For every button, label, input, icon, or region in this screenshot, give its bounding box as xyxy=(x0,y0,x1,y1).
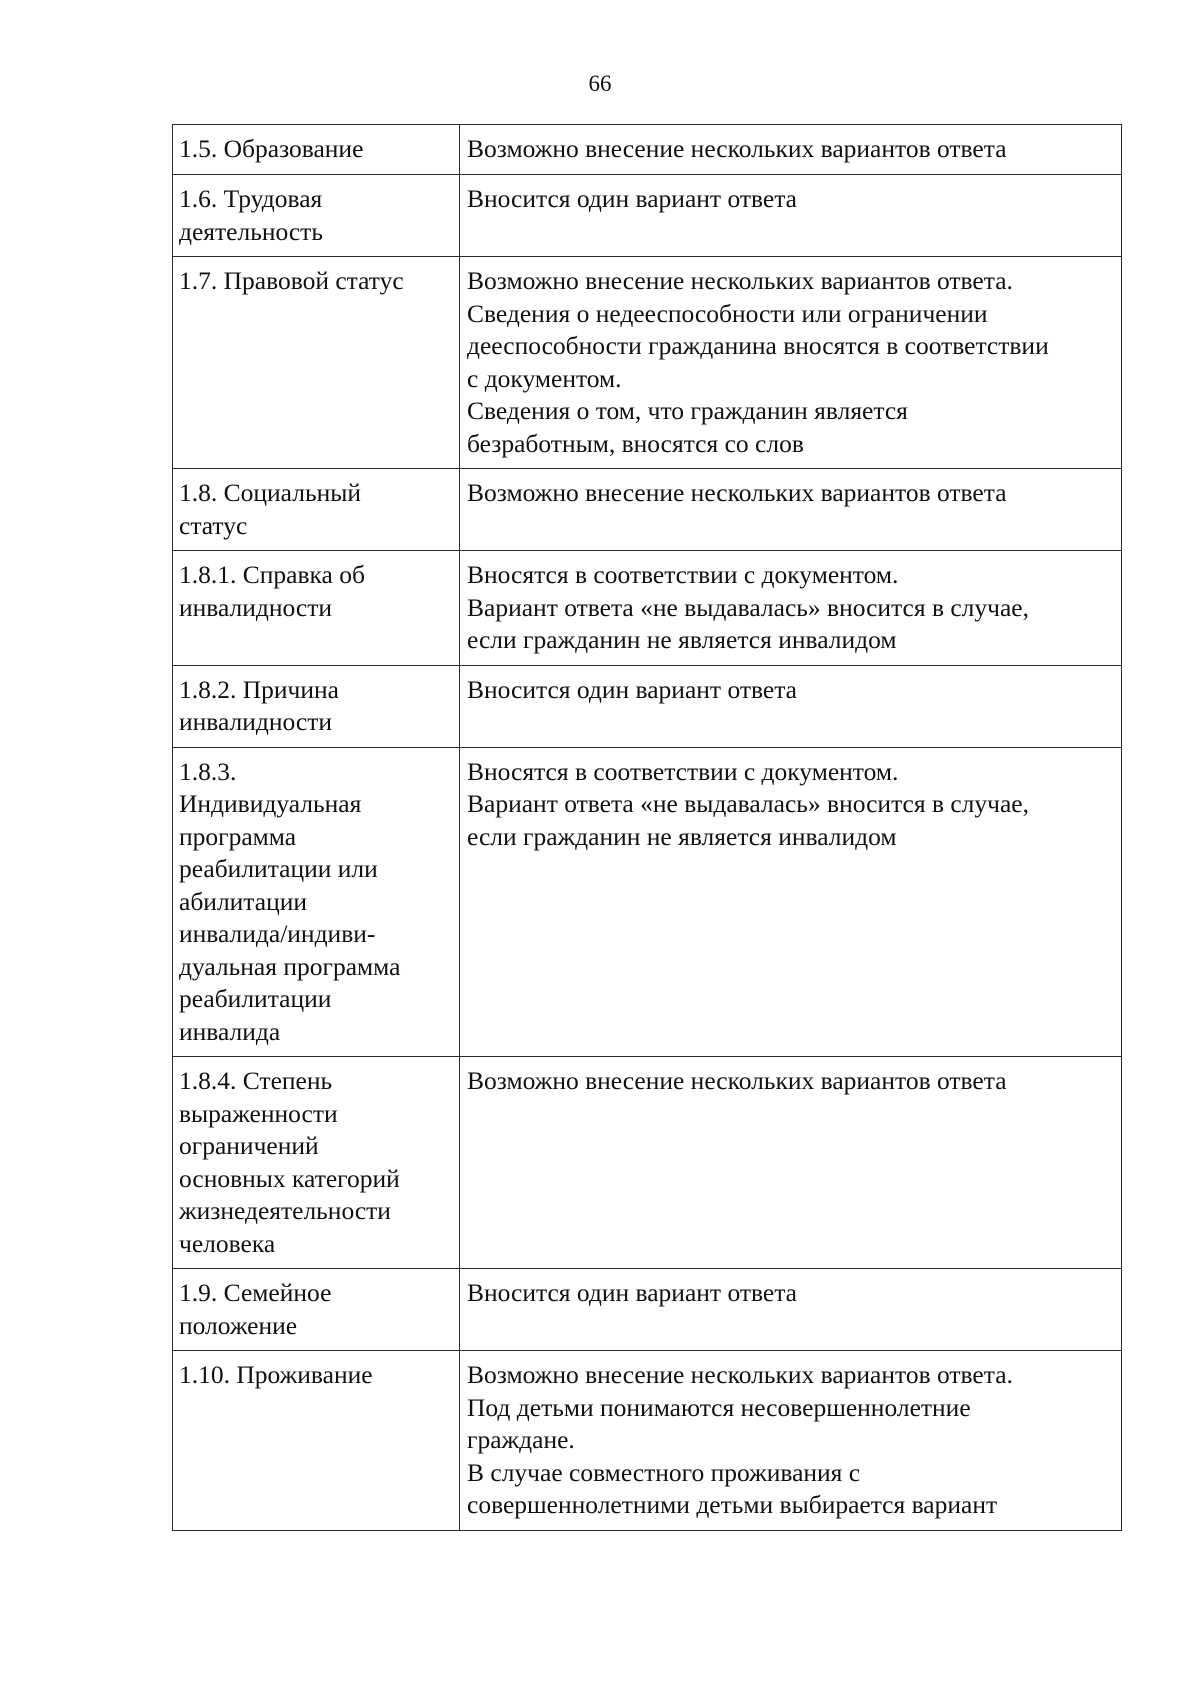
instruction-line: Вариант ответа «не выдавалась» вносится в случае, xyxy=(467,592,1029,622)
instruction-line: Возможно внесение нескольких вариантов ответа xyxy=(467,1066,1007,1095)
field-name-cell xyxy=(173,747,460,1057)
instruction-line: безработным, вносятся со слов xyxy=(467,428,804,458)
table-row xyxy=(173,125,1122,175)
instruction-line: дееспособности гражданина вносятся в соответствии xyxy=(467,331,1049,360)
instruction-line: Вносятся в соответствии с документом. xyxy=(467,560,899,589)
field-name-cell xyxy=(173,1057,460,1269)
field-name-line: дуальная программа xyxy=(179,951,401,981)
field-name-line: инвалидности xyxy=(179,707,333,736)
instruction-line: В случае совместного проживания с xyxy=(467,1457,861,1487)
field-name-line: 1.8. Социальный xyxy=(179,478,361,507)
instruction-cell xyxy=(460,257,1122,469)
field-name-line: основных категорий xyxy=(179,1163,400,1193)
table-body xyxy=(173,125,1122,1531)
field-name-line: 1.8.1. Справка об xyxy=(179,560,365,589)
field-name-line: ограничений xyxy=(179,1131,319,1160)
field-name-line: реабилитации xyxy=(179,984,332,1013)
table-row xyxy=(173,1057,1122,1269)
field-name-line: инвалида/индиви- xyxy=(179,919,376,948)
instruction-line: Под детьми понимаются несовершеннолетние xyxy=(467,1392,971,1422)
table-row xyxy=(173,1351,1122,1531)
instruction-line: если гражданин не является инвалидом xyxy=(467,625,897,654)
instruction-cell xyxy=(460,125,1122,175)
instruction-cell xyxy=(460,1057,1122,1269)
field-name-line: статус xyxy=(179,510,248,540)
field-name-line: 1.8.4. Степень xyxy=(179,1066,333,1095)
field-name-cell xyxy=(173,257,460,469)
instruction-line: Вносятся в соответствии с документом. xyxy=(467,756,899,786)
field-name-line: деятельность xyxy=(179,216,323,246)
table-row xyxy=(173,469,1122,551)
field-name-cell xyxy=(173,665,460,747)
instruction-line: Вариант ответа «не выдавалась» вносится в случае, xyxy=(467,789,1029,818)
field-name-line: 1.10. Проживание xyxy=(179,1360,373,1389)
field-name-cell xyxy=(173,1351,460,1531)
field-name-line: 1.8.2. Причина xyxy=(179,674,339,704)
field-name-line: жизнедеятельности xyxy=(179,1196,391,1225)
instruction-line: Вносится один вариант ответа xyxy=(467,674,797,704)
field-name-line: выраженности xyxy=(179,1098,338,1128)
instruction-line: Возможно внесение нескольких вариантов ответа xyxy=(467,478,1007,507)
instruction-line: совершеннолетними детьми выбирается вариант xyxy=(467,1490,998,1519)
instruction-line: Возможно внесение нескольких вариантов ответа xyxy=(467,134,1007,163)
field-name-cell xyxy=(173,175,460,257)
page-number: 66 xyxy=(588,71,612,96)
instruction-line: с документом. xyxy=(467,363,622,393)
field-name-line: 1.8.3. xyxy=(179,756,237,786)
field-name-line: абилитации xyxy=(179,886,308,916)
instruction-line: Возможно внесение нескольких вариантов ответа. xyxy=(467,266,1013,295)
field-name-line: человека xyxy=(179,1228,276,1258)
table-row xyxy=(173,747,1122,1057)
instruction-cell xyxy=(460,175,1122,257)
table-row xyxy=(173,1269,1122,1351)
table-row xyxy=(173,551,1122,666)
field-name-cell xyxy=(173,1269,460,1351)
table-row xyxy=(173,175,1122,257)
field-name-line: положение xyxy=(179,1310,298,1340)
instruction-cell xyxy=(460,665,1122,747)
instruction-line: граждане. xyxy=(467,1425,575,1454)
instruction-line: Сведения о недееспособности или ограничении xyxy=(467,298,988,328)
instruction-line: Вносится один вариант ответа xyxy=(467,1278,797,1307)
field-name-line: инвалида xyxy=(179,1016,281,1046)
field-name-line: 1.9. Семейное xyxy=(179,1278,332,1307)
document-table xyxy=(172,124,1122,1531)
table-row xyxy=(173,257,1122,469)
field-name-cell xyxy=(173,125,460,175)
field-name-line: Индивидуальная xyxy=(179,789,362,818)
instruction-line: Возможно внесение нескольких вариантов ответа. xyxy=(467,1360,1013,1389)
field-name-line: реабилитации или xyxy=(179,854,378,883)
instruction-cell xyxy=(460,551,1122,666)
field-name-line: 1.6. Трудовая xyxy=(179,184,323,213)
field-name-cell xyxy=(173,551,460,666)
field-name-cell xyxy=(173,469,460,551)
table-row xyxy=(173,665,1122,747)
field-name-line: 1.7. Правовой статус xyxy=(179,266,404,295)
field-name-line: программа xyxy=(179,821,297,851)
instruction-cell xyxy=(460,1351,1122,1531)
instruction-cell xyxy=(460,1269,1122,1351)
instruction-line: Вносится один вариант ответа xyxy=(467,184,797,213)
instruction-cell xyxy=(460,747,1122,1057)
instruction-line: Сведения о том, что гражданин является xyxy=(467,396,908,425)
instruction-cell xyxy=(460,469,1122,551)
field-name-line: инвалидности xyxy=(179,592,333,622)
field-name-line: 1.5. Образование xyxy=(179,134,364,163)
instruction-line: если гражданин не является инвалидом xyxy=(467,821,897,851)
